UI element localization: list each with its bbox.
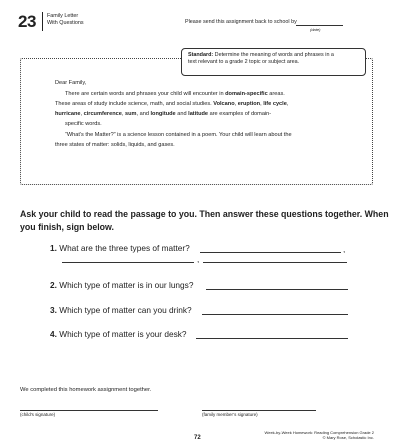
question-1-text: What are the three types of matter? <box>59 243 190 253</box>
term-circumference: circumference <box>83 111 122 117</box>
letter-l3-tail: are examples of domain- <box>208 111 272 117</box>
sep: , <box>136 111 140 117</box>
word-and: and <box>177 111 187 117</box>
sep: , <box>286 101 289 107</box>
term-longitude: longitude <box>150 111 176 117</box>
header-divider <box>42 12 43 31</box>
standard-text1: Determine the meaning of words and phrases in a <box>214 52 334 58</box>
letter-line5: “What’s the Matter?” is a science lesson contained in a poem. Your child will learn about the <box>65 132 292 138</box>
letter-l2a: These areas of study include science, math, and social studies. <box>55 101 214 107</box>
date-label: (date) <box>310 26 321 32</box>
term-volcano: Volcano <box>213 101 235 107</box>
question-1-number: 1. <box>50 243 57 253</box>
worksheet-type-line2: With Questions <box>47 20 84 26</box>
sep: , <box>260 101 264 107</box>
question-4-text: Which type of matter is your desk? <box>59 329 187 339</box>
question-3-number: 3. <box>50 305 57 315</box>
letter-line3 <box>55 111 271 118</box>
word-and: and <box>139 111 149 117</box>
question-1 <box>50 243 190 253</box>
family-signature-line[interactable] <box>202 410 316 411</box>
question-2-number: 2. <box>50 280 57 290</box>
sep: , <box>234 101 238 107</box>
q1-comma-2: , <box>197 254 200 264</box>
letter-line6: three states of matter: solids, liquids, and gases. <box>55 142 175 148</box>
standard-line1 <box>188 52 359 59</box>
child-signature-line[interactable] <box>20 410 158 411</box>
footer-credit-line2: © Mary Rose, Scholastic Inc. <box>322 435 374 440</box>
term-hurricane: hurricane <box>55 111 81 117</box>
sep: , <box>80 111 84 117</box>
letter-line2 <box>55 101 288 108</box>
answer-3-line[interactable] <box>202 314 348 315</box>
send-back-note: Please send this assignment back to school by <box>185 19 297 25</box>
worksheet-type-label <box>47 13 84 27</box>
term-latitude: latitude <box>188 111 209 117</box>
standard-label: Standard: <box>188 52 214 58</box>
letter-greeting: Dear Family, <box>55 80 87 86</box>
term-life-cycle: life cycle <box>263 101 287 107</box>
instructions: Ask your child to read the passage to you. Then answer these questions together. When you finish, sign below. <box>20 209 389 232</box>
answer-1a-line[interactable] <box>200 252 341 253</box>
q1-comma: , <box>343 244 346 254</box>
child-signature-label: (child’s signature) <box>20 412 56 417</box>
question-3-text: Which type of matter can you drink? <box>59 305 192 315</box>
question-4 <box>50 329 187 339</box>
letter-line4: specific words. <box>65 121 102 127</box>
completed-statement: We completed this homework assignment together. <box>20 387 152 393</box>
sep: , <box>121 111 125 117</box>
footer-credit-line1: Week-by-Week Homework: Reading Comprehension Grade 2 <box>264 430 374 435</box>
footer-page-number: 72 <box>194 435 201 441</box>
page-number: 23 <box>18 12 36 31</box>
term-domain-specific: domain-specific <box>225 91 268 97</box>
answer-1c-line[interactable] <box>203 262 347 263</box>
standard-box <box>181 48 366 76</box>
family-signature-label: (family member’s signature) <box>202 412 258 417</box>
answer-1b-line[interactable] <box>62 262 194 263</box>
question-4-number: 4. <box>50 329 57 339</box>
footer-credits <box>265 430 374 440</box>
letter-line1 <box>65 91 285 98</box>
letter-l1a: There are certain words and phrases your child will encounter in <box>65 91 226 97</box>
question-3 <box>50 305 192 315</box>
worksheet-type-line1: Family Letter <box>47 13 79 19</box>
question-2 <box>50 280 193 290</box>
term-eruption: eruption <box>237 101 261 107</box>
answer-2-line[interactable] <box>206 289 348 290</box>
answer-4-line[interactable] <box>196 338 348 339</box>
letter-l1b: areas. <box>267 91 285 97</box>
question-2-text: Which type of matter is in our lungs? <box>59 280 194 290</box>
term-sum: sum <box>124 111 137 117</box>
standard-line2: text relevant to a grade 2 topic or subject area. <box>188 59 300 65</box>
